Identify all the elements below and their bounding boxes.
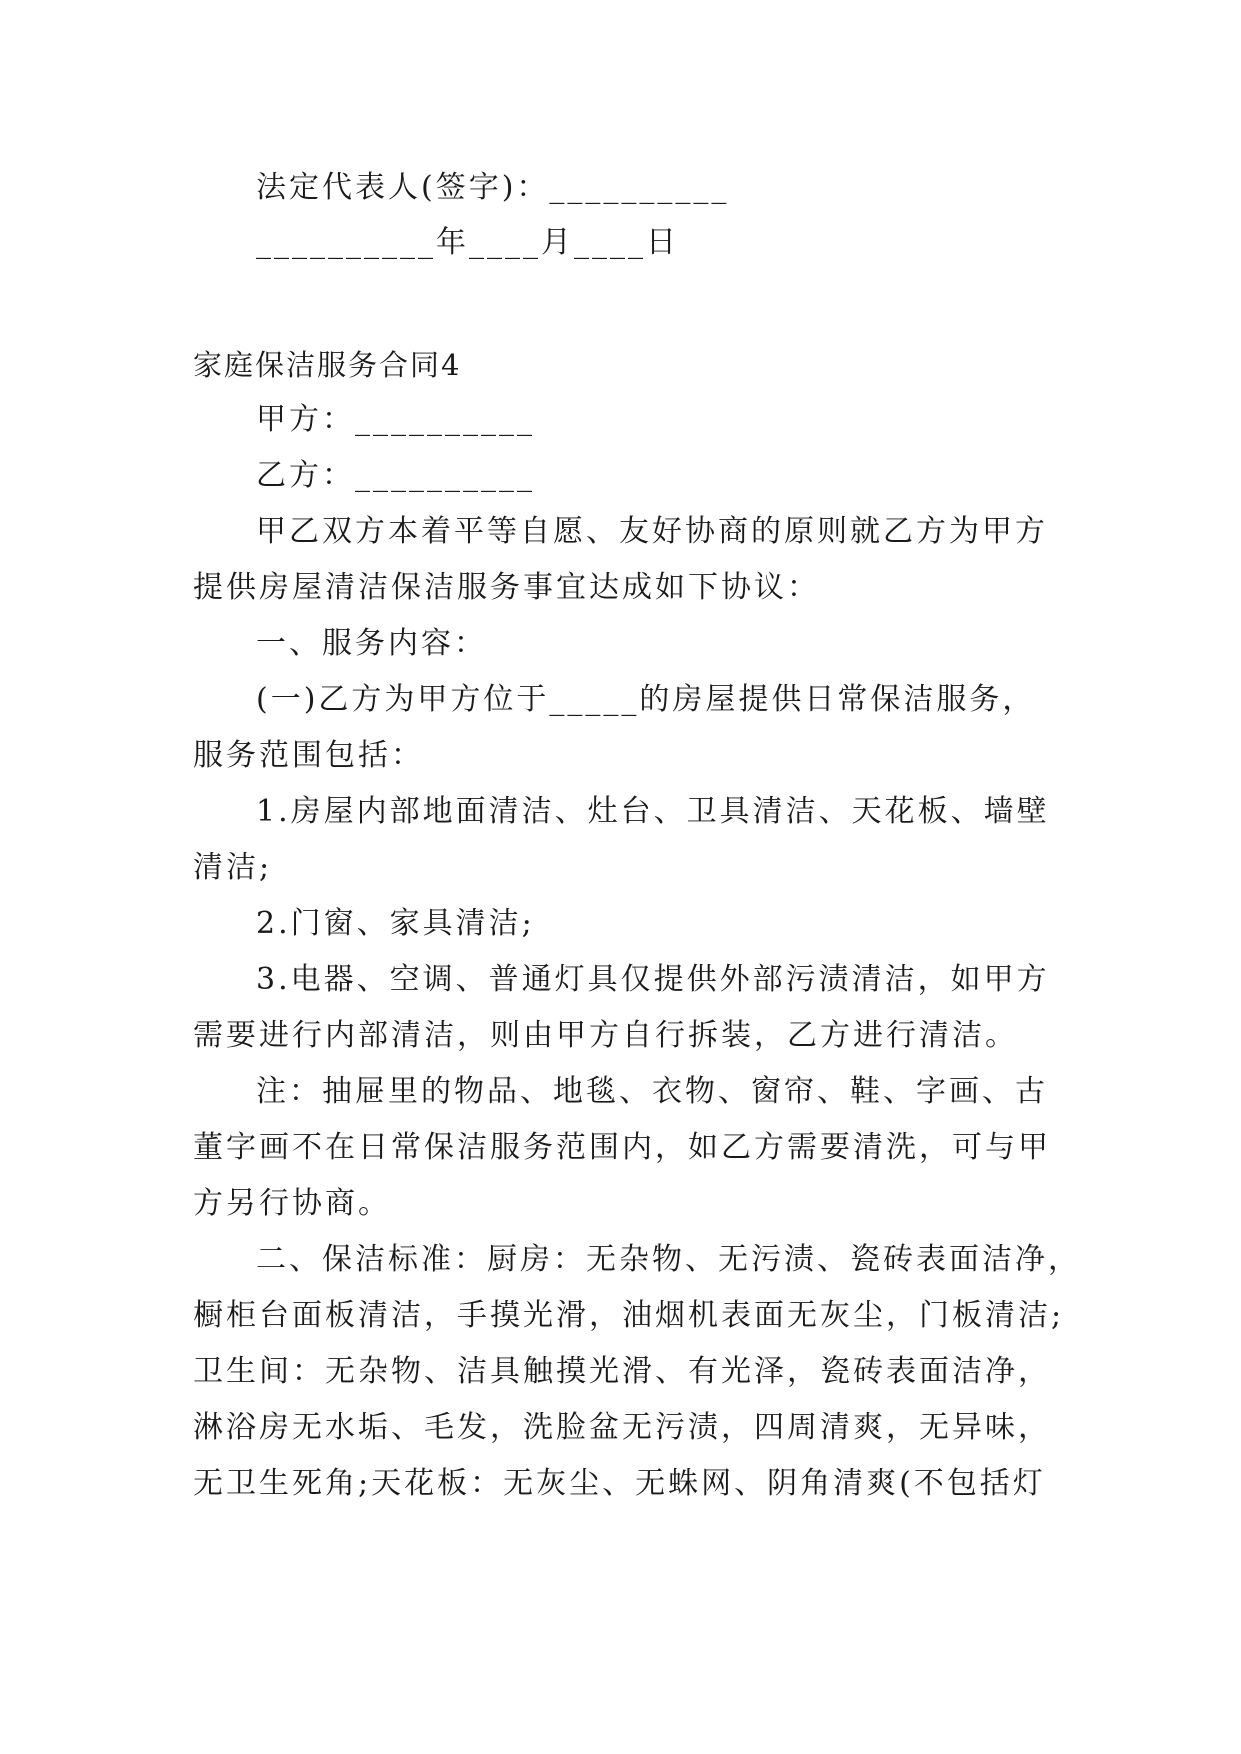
paragraph-line: 服务范围包括： (193, 738, 424, 773)
list-item: 需要进行内部清洁，则由甲方自行拆装，乙方进行清洁。 (193, 1018, 1018, 1053)
note-line: 方另行协商。 (193, 1186, 391, 1221)
paragraph-line: 甲乙双方本着平等自愿、友好协商的原则就乙方为甲方 (256, 514, 1048, 549)
party-a-line: 甲方：__________ (256, 402, 535, 437)
paragraph-line: (一)乙方为甲方位于_____的房屋提供日常保洁服务， (256, 682, 1036, 717)
paragraph-line: 淋浴房无水垢、毛发，洗脸盆无污渍，四周清爽，无异味， (193, 1410, 1051, 1445)
paragraph-line: 提供房屋清洁保洁服务事宜达成如下协议： (193, 570, 820, 605)
clause-heading: 一、服务内容： (256, 626, 487, 661)
paragraph-line: 卫生间：无杂物、洁具触摸光滑、有光泽，瓷砖表面洁净， (193, 1354, 1051, 1389)
list-item: 1.房屋内部地面清洁、灶台、卫具清洁、天花板、墙壁 (256, 794, 1050, 829)
date-line: __________年____月____日 (256, 225, 679, 260)
list-item: 清洁; (193, 850, 273, 885)
section-title: 家庭保洁服务合同4 (193, 348, 462, 382)
note-line: 注：抽屉里的物品、地毯、衣物、窗帘、鞋、字画、古 (256, 1074, 1048, 1109)
note-line: 董字画不在日常保洁服务范围内，如乙方需要清洗，可与甲 (193, 1130, 1051, 1165)
party-b-line: 乙方：__________ (256, 458, 535, 493)
paragraph-line: 无卫生死角;天花板：无灰尘、无蛛网、阴角清爽(不包括灯 (193, 1466, 1046, 1501)
list-item: 3.电器、空调、普通灯具仅提供外部污渍清洁，如甲方 (256, 962, 1050, 997)
list-item: 2.门窗、家具清洁; (256, 906, 535, 941)
paragraph-line: 橱柜台面板清洁，手摸光滑，油烟机表面无灰尘，门板清洁; (193, 1298, 1065, 1333)
signature-line: 法定代表人(签字)：__________ (256, 170, 730, 205)
paragraph-line: 二、保洁标准：厨房：无杂物、无污渍、瓷砖表面洁净， (256, 1242, 1081, 1277)
